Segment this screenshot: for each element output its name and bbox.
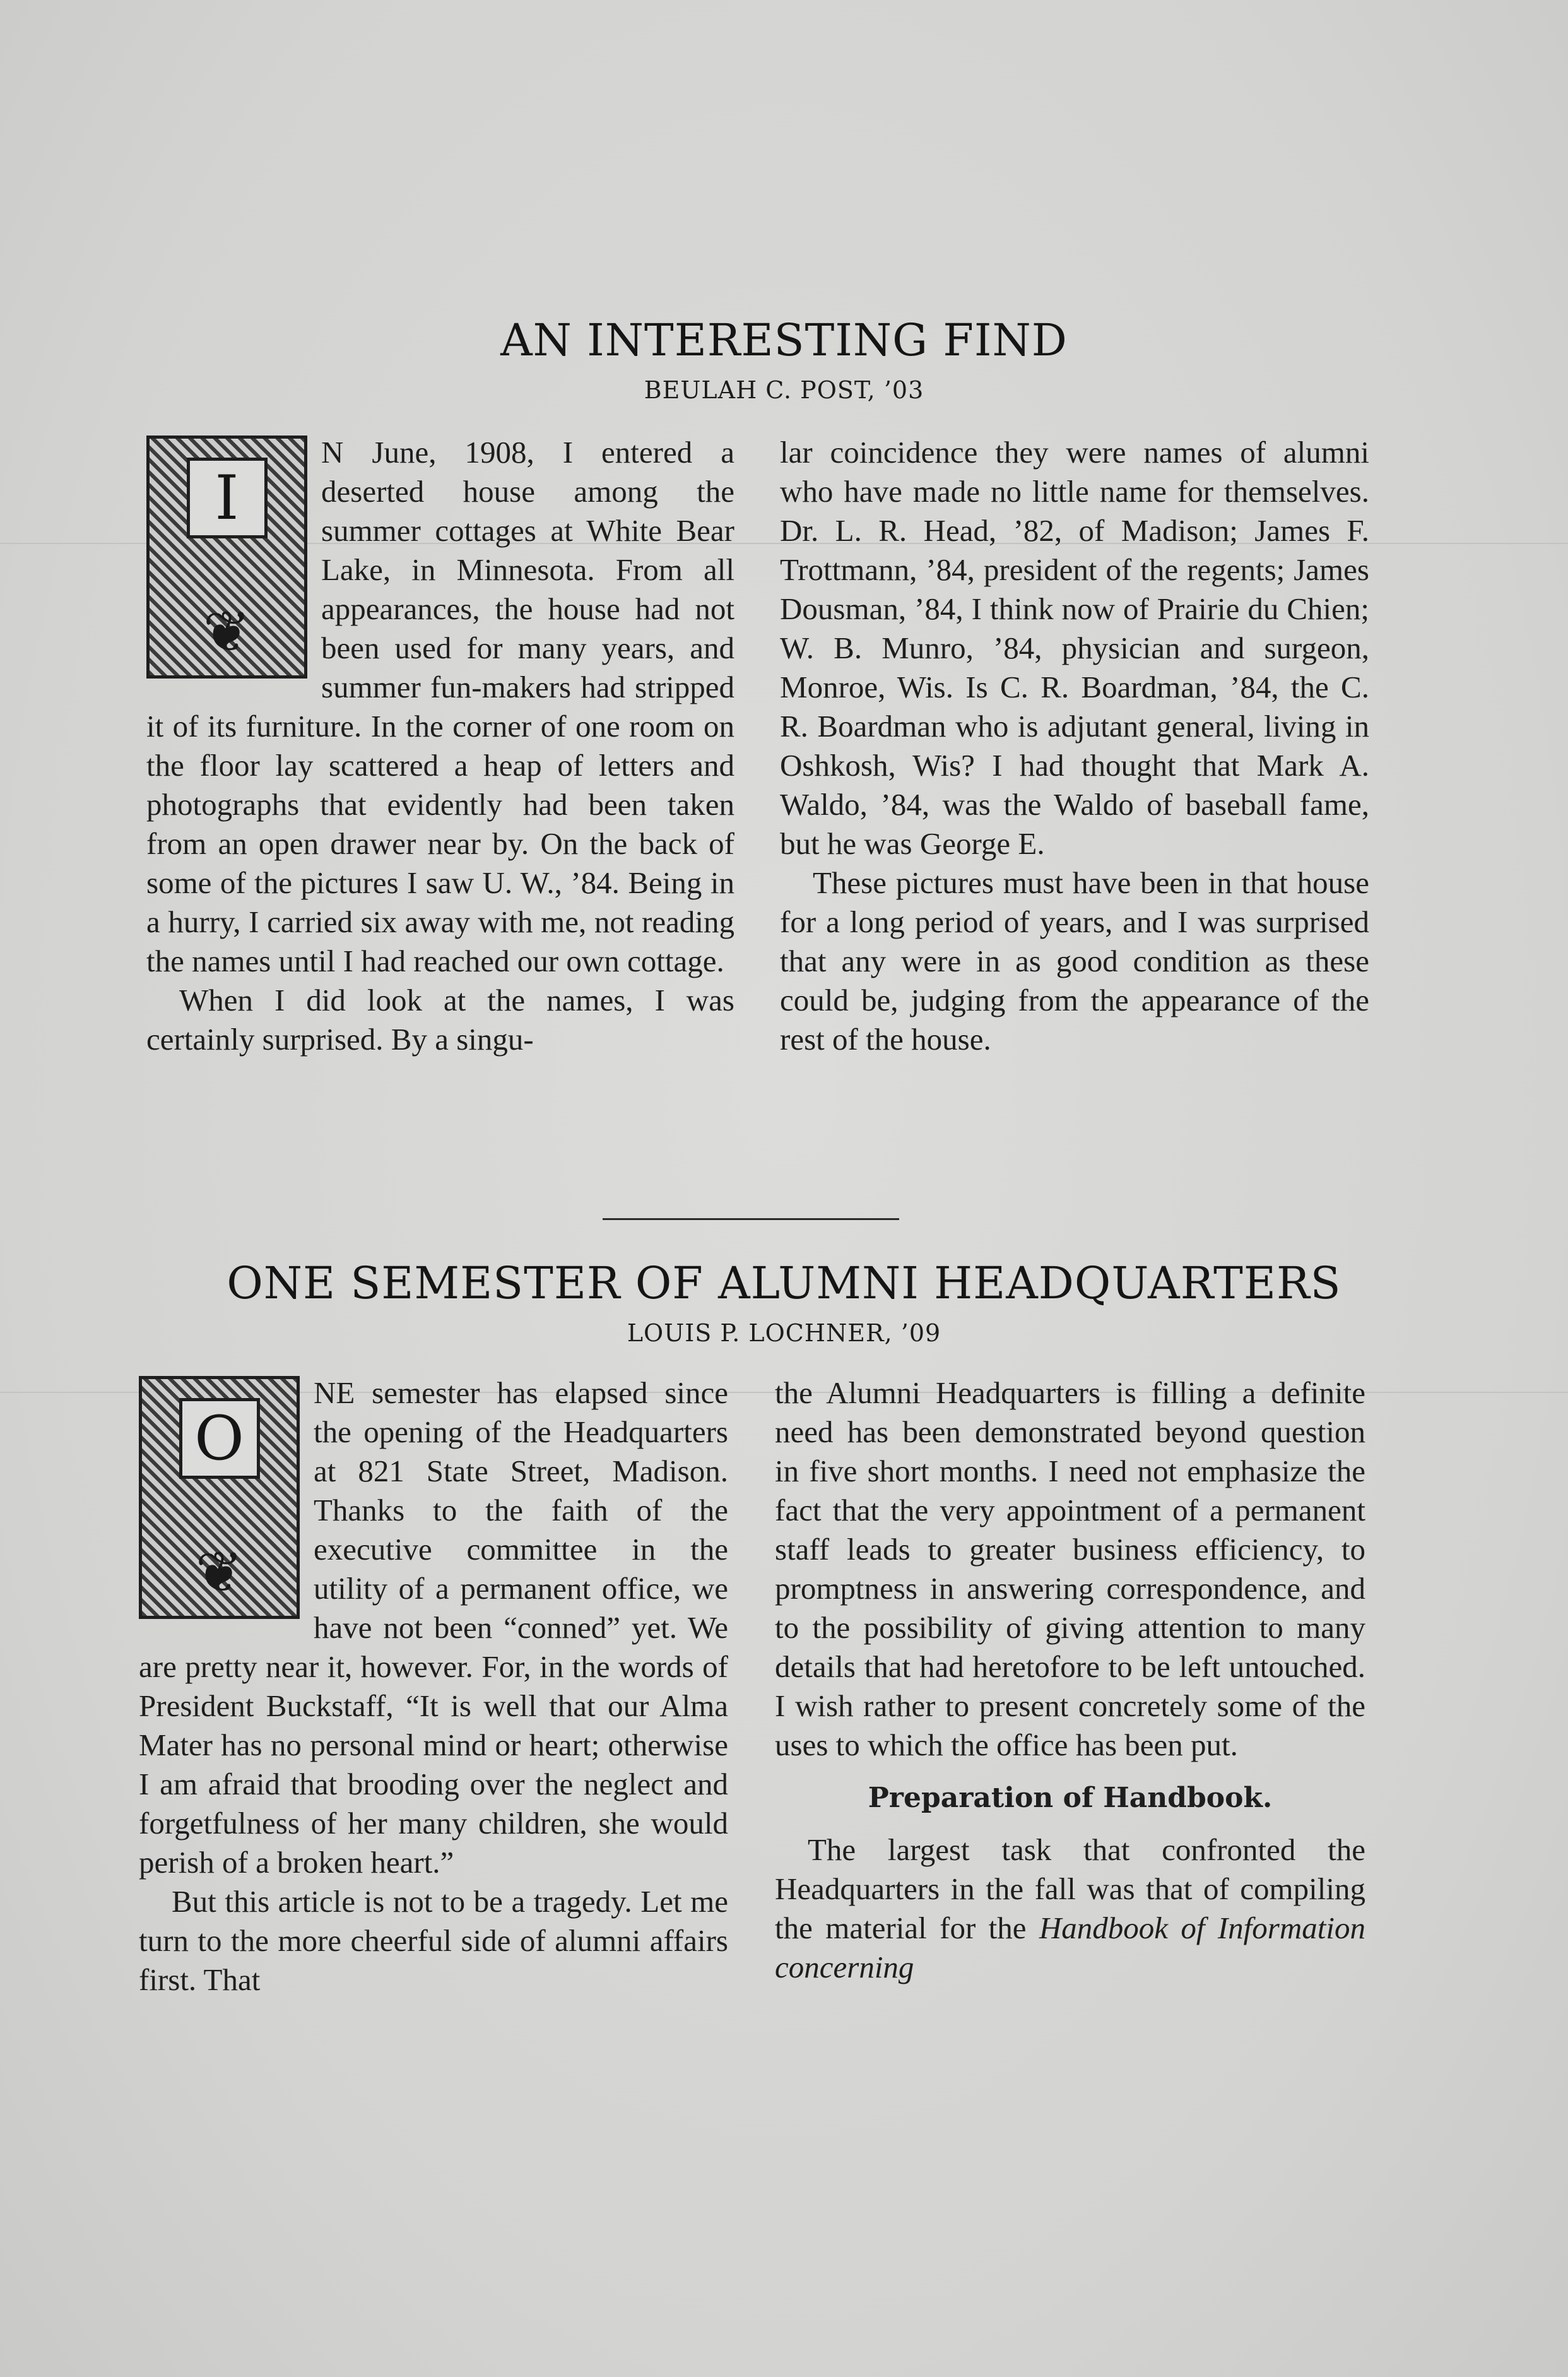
article-title: AN INTERESTING FIND xyxy=(500,314,1068,366)
drop-cap-letter: I xyxy=(187,458,268,538)
paragraph: But this article is not to be a tragedy. Let me turn to the more cheerful side of alumni affairs first. That xyxy=(139,1884,728,1997)
section-divider xyxy=(603,1218,899,1220)
paragraph: These pictures must have been in that house for a long period of years, and I was surprised that any were in as good condition as these could be, judging from the appearance of the rest of the house. xyxy=(780,865,1369,1057)
floral-ornament-icon: ❦ xyxy=(195,1542,244,1604)
article-2-column-1 xyxy=(139,1373,728,2000)
article-1-column-1 xyxy=(146,433,734,1059)
italic-book-title: Handbook of Information concerning xyxy=(775,1911,1365,1984)
paragraph: N June, 1908, I entered a deserted house among the summer cottages at White Bear Lake, in Minnesota. From all appearances, the house had not been used for many years, and summer fun-makers had stripped it of its furniture. In the corner of one room on the floor lay scattered a heap of letters and photographs that evidently had been taken from an open drawer near by. On the back of some of the pictures I saw U. W., ’84. Being in a hurry, I carried six away with me, not reading the names until I had reached our own cottage. xyxy=(146,435,734,978)
section-subheading: Preparation of Handbook. xyxy=(868,1782,1273,1814)
paragraph: the Alumni Headquarters is filling a definite need has been demonstrated beyond question in five short months. I need not emphasize the fact that the very appointment of a permanent staff leads to greater business efficiency, to promptness in answering correspondence, and to the possibility of giving attention to many details that had heretofore to be left untouched. I wish rather to present concretely some of the uses to which the office has been put. xyxy=(775,1375,1365,1762)
article-2-column-2 xyxy=(775,1373,1365,1987)
paragraph: NE semester has elapsed since the opening of the Headquarters at 821 State Street, Madison. Thanks to the faith of the executive committee in the utility of a permanent office, we have not been “conned” yet. We are pretty near it, however. For, in the words of President Buckstaff, “It is well that our Alma Mater has no personal mind or heart; otherwise I am afraid that brooding over the neglect and forgetfulness of her many children, she would perish of a broken heart.” xyxy=(139,1375,728,1880)
paragraph: When I did look at the names, I was certainly surprised. By a singu- xyxy=(146,983,734,1057)
article-1-column-2 xyxy=(780,433,1369,1059)
article-byline: LOUIS P. LOCHNER, ’09 xyxy=(627,1319,941,1347)
paragraph: lar coincidence they were names of alumni who have made no little name for themselves. Dr. L. R. Head, ’82, of Madison; James F. Trottmann, ’84, president of the regents; James Dousman, ’84, I think now of Prairie du Chien; W. B. Munro, ’84, physician and surgeon, Monroe, Wis. Is C. R. Boardman, ’84, the C. R. Boardman who is adjutant general, living in Oshkosh, Wis? I had thought that Mark A. Waldo, ’84, was the Waldo of baseball fame, but he was George E. xyxy=(780,435,1369,861)
article-title: ONE SEMESTER OF ALUMNI HEADQUARTERS xyxy=(227,1257,1341,1309)
article-byline: BEULAH C. POST, ’03 xyxy=(644,376,924,404)
drop-cap-ornament xyxy=(139,1376,300,1619)
paragraph xyxy=(775,1830,1365,1987)
drop-cap-letter: O xyxy=(179,1398,260,1479)
paragraph-text: The largest task that confronted the Headquarters in the fall was that of compiling the material for the xyxy=(775,1832,1365,1945)
drop-cap-ornament xyxy=(146,436,307,679)
floral-ornament-icon: ❦ xyxy=(203,602,251,664)
